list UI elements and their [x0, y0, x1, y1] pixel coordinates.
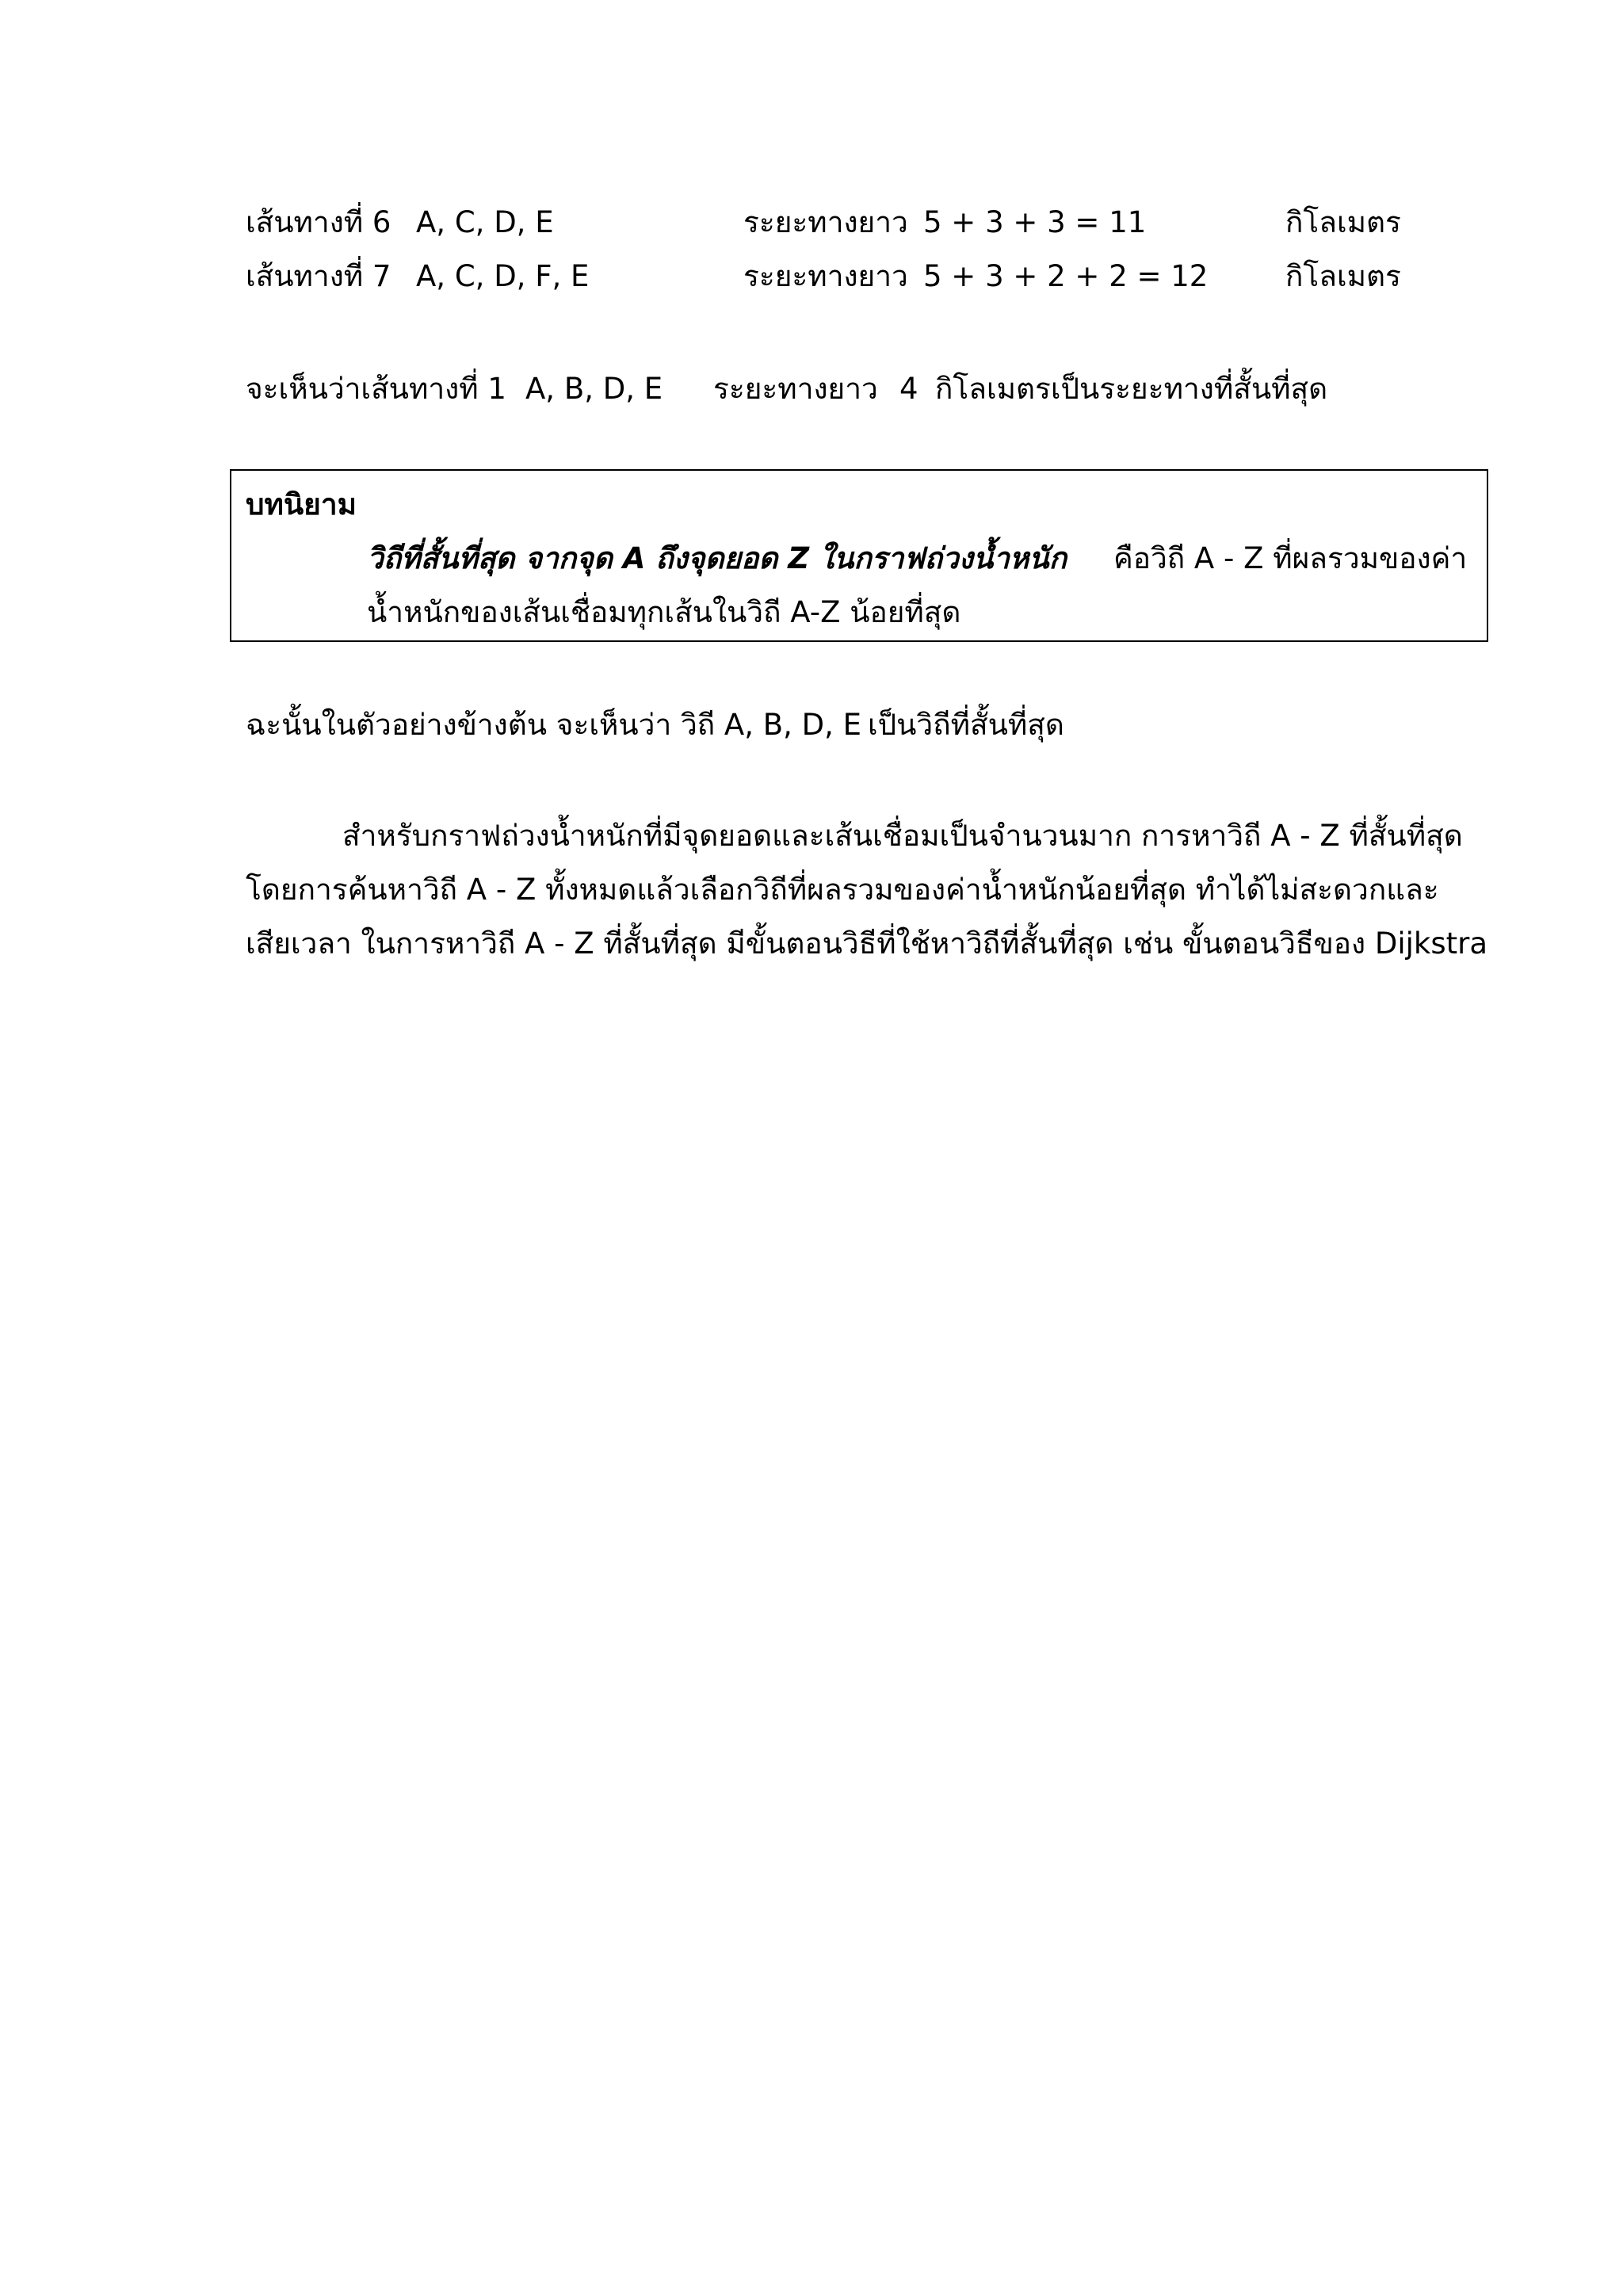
route-7-length-label: ระยะทางยาว	[743, 259, 908, 293]
definition-term: วิถีที่สั้นที่สุด จากจุด A ถึงจุดยอด Z ในกราฟถ่วงน้ำหนัก	[367, 541, 1067, 575]
conclusion-prefix: จะเห็นว่าเส้นทางที่ 1	[246, 372, 506, 406]
route-6-expression: 5 + 3 + 3 = 11	[923, 205, 1147, 239]
example-statement: ฉะนั้นในตัวอย่างข้างต้น จะเห็นว่า วิถี A, B, D, E	[246, 708, 862, 742]
route-6-length-label: ระยะทางยาว	[743, 205, 908, 239]
definition-body-line2: น้ำหนักของเส้นเชื่อมทุกเส้นในวิถี A-Z น้อยที่สุด	[367, 595, 961, 629]
paragraph-line-1: สำหรับกราฟถ่วงน้ำหนักที่มีจุดยอดและเส้นเชื่อมเป็นจำนวนมาก การหาวิถี A - Z ที่สั้นที่สุด	[342, 819, 1463, 853]
route-6-label: เส้นทางที่ 6	[246, 205, 391, 239]
route-7-unit: กิโลเมตร	[1285, 259, 1401, 293]
route-7-label: เส้นทางที่ 7	[246, 259, 391, 293]
conclusion-value: 4	[899, 372, 918, 406]
example-statement-suffix: เป็นวิถีที่สั้นที่สุด	[868, 708, 1064, 742]
paragraph-line-2: โดยการค้นหาวิถี A - Z ทั้งหมดแล้วเลือกวิถีที่ผลรวมของค่าน้ำหนักน้อยที่สุด ทำได้ไม่สะดวกและ	[246, 873, 1439, 907]
route-7-expression: 5 + 3 + 2 + 2 = 12	[923, 259, 1209, 293]
route-7-vertices: A, C, D, F, E	[416, 259, 590, 293]
conclusion-vertices: A, B, D, E	[525, 372, 663, 406]
conclusion-length-label: ระยะทางยาว	[713, 372, 878, 406]
definition-heading: บทนิยาม	[246, 487, 357, 521]
route-6-vertices: A, C, D, E	[416, 205, 554, 239]
conclusion-suffix: กิโลเมตรเป็นระยะทางที่สั้นที่สุด	[935, 372, 1328, 406]
route-6-unit: กิโลเมตร	[1285, 205, 1401, 239]
definition-body-line1: คือวิถี A - Z ที่ผลรวมของค่า	[1113, 541, 1468, 575]
paragraph-line-3: เสียเวลา ในการหาวิถี A - Z ที่สั้นที่สุด มีขั้นตอนวิธีที่ใช้หาวิถีที่สั้นที่สุด เช่น ขั้นตอนวิธีของ Dijkstra	[246, 926, 1487, 961]
